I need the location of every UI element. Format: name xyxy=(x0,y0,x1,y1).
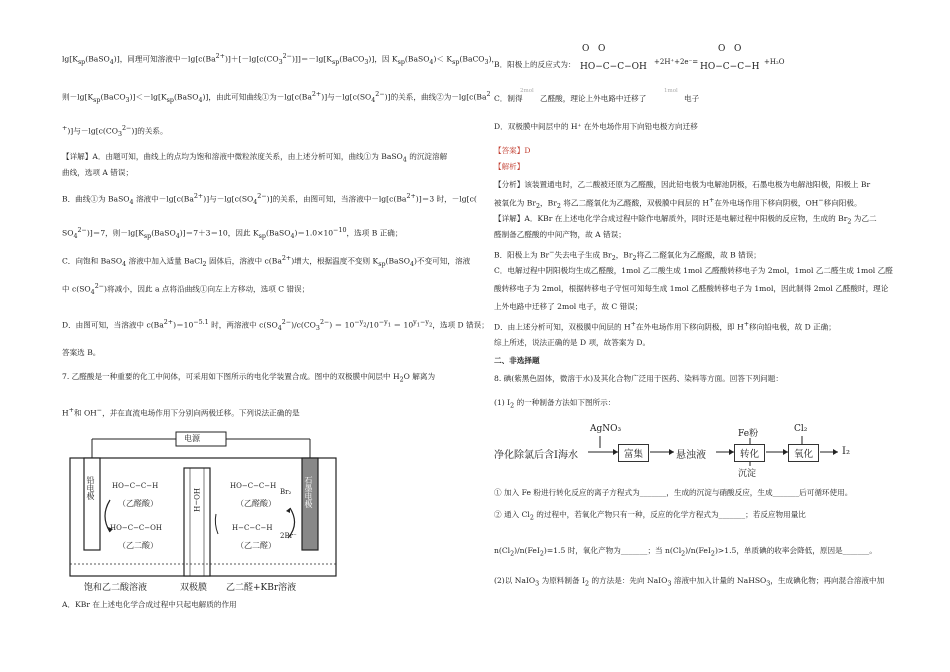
left-line-5: 曲线，选项 A 错误； xyxy=(62,168,134,177)
flow-agno3: AgNO₃ xyxy=(590,424,622,434)
option-c-text-1: C．制得 xyxy=(494,94,523,103)
right-line-8: 上外电路中迁移了 2mol 电子，故 C 错误； xyxy=(494,302,643,311)
section-title: 二、非选择题 xyxy=(494,356,540,365)
left-line-8: C．向饱和 BaSO$_4$ 溶液中加入适量 BaCl$_2$ 固体后，溶液中 $c(Ba^{2+})$增大，根据温度不变则 $K_{sp}(BaSO_4)$不变可知，溶液 xyxy=(62,255,471,269)
option-b-label: B．阳极上的反应式为： xyxy=(494,60,576,69)
left-bottom-name: （乙二酸） xyxy=(118,541,158,550)
right-line-6: C．电解过程中阴阳极均生成乙醛酸，1mol 乙二酸生成 1mol 乙醛酸转移电子为 2mol，1mol 乙二醛生成 1mol 乙醛 xyxy=(494,266,893,275)
flow-start: 净化除氯后含I海水 xyxy=(494,450,578,461)
bottom-right-label: 乙二醛+KBr溶液 xyxy=(226,583,297,593)
right-bottom-name: （乙二醛） xyxy=(236,541,276,550)
option-c-text-2: 乙醛酸，理论上外电路中迁移了 xyxy=(540,94,647,103)
lead-electrode-label: 铅电极 xyxy=(86,476,95,500)
b-formula-left-o: O O xyxy=(582,44,606,54)
power-label: 电源 xyxy=(184,434,200,443)
right-bottom-formula: H−C−C−H xyxy=(232,524,273,532)
option-c-val-1: 2mol xyxy=(520,88,534,94)
b-formula-right: HO−C−C−H xyxy=(700,62,760,72)
bottom-left-label: 饱和乙二酸溶液 xyxy=(84,583,148,593)
left-line-7: $SO_4^{2-})]=7$，则$-\lg[K_{sp}(BaSO_4)]=7+3=10$，因此 $K_{sp}(BaSO_4)=1.0\times 10^{-10}$，选项 B 正确； xyxy=(62,227,403,241)
b-water: +H₂O xyxy=(764,58,785,66)
left-line-6: B．曲线①为 BaSO$_4$ 溶液中$-\lg[c(Ba^{2+})]$与$-\lg[c(SO_4^{2-})]$的关系，由图可知，当溶液中$-\lg[c(Ba^{2+})]=3$ 时，－lg[c( xyxy=(62,193,477,207)
question-line-3: $n(Cl_2)/n(FeI_2)=1.5$ 时，氧化产物为_______；当 $n(Cl_2)/n(FeI_2)>1.5$，单质碘的收率会降低，原因是_______。 xyxy=(494,546,877,558)
br2-label: Br₂ xyxy=(280,488,292,496)
left-line-4: 【详解】A．由题可知，曲线上的点均为饱和溶液中微粒浓度关系，由上述分析可知，曲线①为 BaSO$_4$ 的沉淀溶解 xyxy=(62,152,448,164)
right-top-name: （乙醛酸） xyxy=(236,499,276,508)
membrane-formula: HO−H xyxy=(192,488,200,512)
right-line-3: 【详解】A．KBr 在上述电化学合成过程中除作电解质外，同时还是电解过程中阳极的反应物，生成的 $Br_2$ 为乙二 xyxy=(494,214,877,226)
flow-fe: Fe粉 xyxy=(738,429,759,439)
graphite-electrode-label: 石墨电极 xyxy=(304,476,313,508)
right-top-formula: HO−C−C−H xyxy=(230,482,277,490)
left-top-formula: HO−C−C−H xyxy=(112,482,159,490)
question-line-4: (2)以 NaIO$_3$ 为原料制备 $I_2$ 的方法是：先向 NaIO$_3$ 溶液中加入计量的 NaHSO$_3$，生成碘化物；再向混合溶液中加 xyxy=(494,576,885,588)
left-bottom-formula: HO−C−C−OH xyxy=(110,524,162,532)
right-line-9: D．由上述分析可知，双极膜中间层的 H+在外电场作用下移向阴极，即 H+移向铅电极，故 D 正确； xyxy=(494,321,836,332)
question-line-2: ② 通入 $Cl_2$ 的过程中，若氧化产物只有一种，反应的化学方程式为_______；若反应物用量比 xyxy=(494,510,806,522)
flow-cl2: Cl₂ xyxy=(794,424,808,434)
question-8: 8. 碘(紫黑色固体，微溶于水)及其化合物广泛用于医药、染料等方面。回答下列问题： xyxy=(494,374,783,383)
option-c-text-3: 电子 xyxy=(684,94,700,103)
bottom-mid-label: 双极膜 xyxy=(180,583,208,593)
lead-electrode xyxy=(84,458,100,550)
flow-precip: 沉淀 xyxy=(738,469,757,479)
flow-box-enrich: 富集 xyxy=(618,444,649,462)
bipolar-membrane xyxy=(184,468,210,576)
left-line-10: D．由图可知，当溶液中 $c(Ba^{2+})=10^{-5.1}$ 时，两溶液中 $c(SO_4^{2-})/c(CO_3^{2-}) = 10^{-y_2}/10^{-y_1} = 10^{y_1-y_2}$，选项 D 错误； xyxy=(62,319,489,333)
right-line-5: B．阳极上为 Br−失去电子生成 $Br_2$，$Br_2$将乙二醛氧化为乙醛酸，故 B 错误； xyxy=(494,249,761,263)
br-minus-label: 2Br⁻ xyxy=(280,532,297,540)
right-line-10: 综上所述，说法正确的是 D 项，故答案为 D。 xyxy=(494,338,651,347)
b-formula-right-o: O O xyxy=(718,44,742,54)
left-top-name: （乙醛酸） xyxy=(118,499,158,508)
flow-mid: 悬浊液 xyxy=(676,450,706,461)
right-line-7: 酸转移电子为 2mol，根据转移电子守恒可知每生成 1mol 乙醛酸转移电子为 1mol，因此制得 2mol 乙醛酸时，理论 xyxy=(494,284,889,293)
left-line-1: $\lg[K_{sp}(BaSO_4)]$，同理可知溶液中$-\lg[c(Ba^{2+})]+[-\lg[c(CO_3^{2-})]]=-\lg[K_{sp}(BaCO_3)]$，因 $K_{sp}(BaSO_4)<$ $K_{sp}(BaCO_3)$， xyxy=(62,53,500,67)
option-c-val-2: 1mol xyxy=(664,88,678,94)
option-d-text: D．双极膜中间层中的 H⁺ 在外电场作用下向铅电极方向迁移 xyxy=(494,122,698,131)
right-line-2: 被氧化为 $Br_2$，$Br_2$ 将乙二醛氧化为乙醛酸，双极膜中间层的 H+在外电场作用下移向阴极，OH−移向阳极。 xyxy=(494,197,862,211)
left-line-9: 中 $c(SO_4^{2-})$将减小，因此 a 点将沿曲线①向左上方移动，选项 C 错误； xyxy=(62,283,310,297)
b-middle: +2H⁺+2e⁻= xyxy=(654,58,699,66)
iodine-flowchart xyxy=(494,424,894,479)
flow-box-oxidize: 氧化 xyxy=(788,444,819,462)
left-line-2: 则$-\lg[K_{sp}(BaCO_3)]<-\lg[K_{sp}(BaSO_4)]$，由此可知曲线①为$-\lg[c(Ba^{2+})]$与$-\lg[c(SO_4^{2-})]$的关系，曲线②为$-\lg[c(Ba^2$ xyxy=(62,91,491,105)
left-line-13: H+和 OH−，并在直流电场作用下分别向两极迁移。下列说法正确的是 xyxy=(62,407,300,418)
b-formula-left: HO−C−C−OH xyxy=(580,62,647,72)
electrochem-diagram xyxy=(66,428,340,598)
left-line-14: A．KBr 在上述电化学合成过程中只起电解质的作用 xyxy=(62,600,237,609)
left-line-3: +)]与$-\lg[c(CO_3^{2-})]$的关系。 xyxy=(62,125,168,139)
answer-label: 【答案】D xyxy=(494,146,531,155)
right-line-1: 【分析】该装置通电时，乙二酸被还原为乙醛酸，因此铅电极为电解池阴极，石墨电极为电解池阳极，阳极上 Br xyxy=(494,180,871,189)
question-line-1: ① 加入 Fe 粉进行转化反应的离子方程式为_______，生成的沉淀与硝酸反应，生成_______后可循环使用。 xyxy=(494,488,853,497)
flow-box-convert: 转化 xyxy=(734,444,765,462)
electrochem-svg xyxy=(66,428,340,598)
question-8-1: (1) $I_2$ 的一种制备方法如下图所示： xyxy=(494,398,616,410)
flow-end: I₂ xyxy=(842,446,850,457)
left-line-12: 7. 乙醛酸是一种重要的化工中间体，可采用如下图所示的电化学装置合成。图中的双极膜中间层中 $H_2O$ 解离为 xyxy=(62,372,436,384)
left-line-11: 答案选 B。 xyxy=(62,348,101,357)
analysis-label: 【解析】 xyxy=(494,162,525,171)
right-line-4: 醛制备乙醛酸的中间产物，故 A 错误； xyxy=(494,230,626,239)
